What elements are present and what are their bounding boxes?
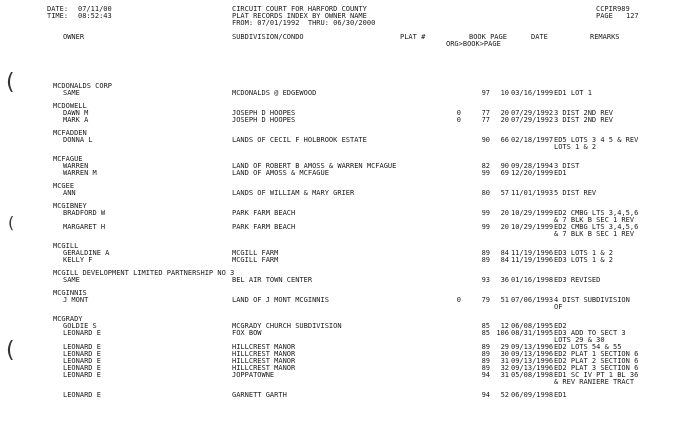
column-header-subdivision: SUBDIVISION/CONDO bbox=[232, 33, 304, 41]
subdivision-name: MCGILL FARM bbox=[232, 249, 279, 257]
remarks-text: ED2 PLAT 1 SECTION 6 bbox=[554, 350, 639, 358]
subdivision-name: HILLCREST MANOR bbox=[232, 350, 296, 358]
owner-name: WARREN M bbox=[63, 169, 97, 177]
remarks-text: 3 DIST bbox=[554, 162, 580, 170]
remarks-text: ED3 ADD TO SECT 3 bbox=[554, 329, 626, 337]
remarks-text: ED2 PLAT 2 SECTION 6 bbox=[554, 357, 639, 365]
book-number: 99 bbox=[481, 223, 490, 231]
remarks-text: 4 DIST SUBDIVISION bbox=[554, 296, 630, 304]
page-number-cell: 32 bbox=[500, 364, 509, 372]
owner-group-name: MCFAGUE bbox=[53, 155, 83, 163]
owner-group-name: MCDONALDS CORP bbox=[53, 82, 113, 90]
page-number-cell: 69 bbox=[500, 169, 509, 177]
column-header-owner: OWNER bbox=[63, 33, 85, 41]
subdivision-name: LAND OF J MONT MCGINNIS bbox=[232, 296, 329, 304]
owner-name: LEONARD E bbox=[63, 364, 101, 372]
remarks-text: & REV RANIERE TRACT bbox=[554, 378, 635, 386]
remarks-text: ED1 bbox=[554, 169, 567, 177]
remarks-text: ED3 REVISED bbox=[554, 276, 601, 284]
owner-name: KELLY F bbox=[63, 256, 93, 264]
remarks-text: LOTS 29 & 30 bbox=[554, 336, 605, 344]
owner-group-name: MCGINNIS bbox=[53, 289, 87, 297]
subdivision-name: MCDONALDS @ EDGEWOOD bbox=[232, 89, 317, 97]
report-title: CIRCUIT COURT FOR HARFORD COUNTY bbox=[232, 5, 367, 13]
record-date: 05/08/1998 bbox=[511, 371, 554, 379]
punch-hole-mark-middle: ( bbox=[8, 213, 15, 232]
record-date: 11/19/1996 bbox=[511, 256, 554, 264]
page-number-cell: 20 bbox=[500, 116, 509, 124]
page-number-cell: 12 bbox=[500, 322, 509, 330]
remarks-text: ED3 LOTS 1 & 2 bbox=[554, 249, 614, 257]
record-date: 12/20/1999 bbox=[511, 169, 554, 177]
record-date: 09/28/1994 bbox=[511, 162, 554, 170]
page-number-cell: 10 bbox=[500, 89, 509, 97]
owner-group-name: MCGILL bbox=[53, 242, 79, 250]
record-date: 11/01/1993 bbox=[511, 189, 554, 197]
remarks-text: 5 DIST REV bbox=[554, 189, 597, 197]
page-number: 127 bbox=[626, 12, 639, 20]
owner-name: MARK A bbox=[63, 116, 89, 124]
remarks-text: ED1 LOT 1 bbox=[554, 89, 592, 97]
owner-name: ANN bbox=[63, 189, 76, 197]
owner-name: GOLDIE S bbox=[63, 322, 97, 330]
owner-name: SAME bbox=[63, 89, 80, 97]
book-number: 97 bbox=[481, 89, 490, 97]
owner-group-name: MCGILL DEVELOPMENT LIMITED PARTNERSHIP NO 3 bbox=[53, 269, 235, 277]
record-date: 06/08/1995 bbox=[511, 322, 554, 330]
owner-group-name: MCGRADY bbox=[53, 315, 83, 323]
owner-name: LEONARD E bbox=[63, 343, 101, 351]
page-number-cell: 106 bbox=[496, 329, 509, 337]
record-date: 09/13/1996 bbox=[511, 364, 554, 372]
column-header-remarks: REMARKS bbox=[590, 33, 620, 41]
book-number: 80 bbox=[481, 189, 490, 197]
book-number: 82 bbox=[481, 162, 490, 170]
record-date: 03/16/1999 bbox=[511, 89, 554, 97]
owner-name: LEONARD E bbox=[63, 371, 101, 379]
remarks-text: ED1 SC IV PT 1 BL 36 bbox=[554, 371, 639, 379]
remarks-text: 3 DIST 2ND REV bbox=[554, 116, 614, 124]
book-number: 85 bbox=[481, 322, 490, 330]
page-number-cell: 84 bbox=[500, 249, 509, 257]
record-date: 01/16/1998 bbox=[511, 276, 554, 284]
book-number: 94 bbox=[481, 371, 490, 379]
remarks-text: ED5 LOTS 3 4 5 & REV bbox=[554, 136, 639, 144]
page-number-cell: 20 bbox=[500, 109, 509, 117]
subdivision-name: LANDS OF CECIL F HOLBROOK ESTATE bbox=[232, 136, 367, 144]
owner-name: DAWN M bbox=[63, 109, 89, 117]
book-number: 89 bbox=[481, 256, 490, 264]
owner-name: LEONARD E bbox=[63, 357, 101, 365]
book-number: 77 bbox=[481, 116, 490, 124]
date-label: DATE: bbox=[47, 5, 69, 13]
owner-name: WARREN bbox=[63, 162, 89, 170]
subdivision-name: LANDS OF WILLIAM & MARY GRIER bbox=[232, 189, 355, 197]
remarks-text: & 7 BLK B SEC 1 REV bbox=[554, 230, 635, 238]
column-header-plat: PLAT # bbox=[400, 33, 426, 41]
record-date: 09/13/1996 bbox=[511, 357, 554, 365]
book-number: 89 bbox=[481, 249, 490, 257]
record-date: 10/29/1999 bbox=[511, 209, 554, 217]
book-number: 89 bbox=[481, 364, 490, 372]
subdivision-name: PARK FARM BEACH bbox=[232, 223, 296, 231]
report-id: CCPIR989 bbox=[596, 5, 630, 13]
record-date: 07/06/1993 bbox=[511, 296, 554, 304]
subdivision-name: JOSEPH D HOOPES bbox=[232, 109, 296, 117]
record-date: 11/19/1996 bbox=[511, 249, 554, 257]
book-number: 77 bbox=[481, 109, 490, 117]
owner-name: SAME bbox=[63, 276, 80, 284]
owner-name: LEONARD E bbox=[63, 391, 101, 399]
page-number-cell: 29 bbox=[500, 343, 509, 351]
remarks-text: OF bbox=[554, 303, 563, 311]
remarks-text: LOTS 1 & 2 bbox=[554, 143, 597, 151]
remarks-text: ED2 LOTS 54 & 55 bbox=[554, 343, 622, 351]
column-header-date: DATE bbox=[531, 33, 548, 41]
record-date: 08/31/1995 bbox=[511, 329, 554, 337]
subdivision-name: JOPPATOWNE bbox=[232, 371, 275, 379]
remarks-text: ED3 LOTS 1 & 2 bbox=[554, 256, 614, 264]
page-number-cell: 31 bbox=[500, 371, 509, 379]
page-number-cell: 31 bbox=[500, 357, 509, 365]
owner-group-name: MCDOWELL bbox=[53, 102, 87, 110]
page-number-cell: 57 bbox=[500, 189, 509, 197]
subdivision-name: MCGRADY CHURCH SUBDIVISION bbox=[232, 322, 342, 330]
owner-name: LEONARD E bbox=[63, 329, 101, 337]
book-number: 99 bbox=[481, 169, 490, 177]
book-number: 89 bbox=[481, 357, 490, 365]
owner-name: J MONT bbox=[63, 296, 89, 304]
book-number: 89 bbox=[481, 343, 490, 351]
page-number-cell: 90 bbox=[500, 162, 509, 170]
record-date: 09/13/1996 bbox=[511, 343, 554, 351]
owner-name: LEONARD E bbox=[63, 350, 101, 358]
subdivision-name: JOSEPH D HOOPES bbox=[232, 116, 296, 124]
record-date: 02/18/1997 bbox=[511, 136, 554, 144]
book-number: 93 bbox=[481, 276, 490, 284]
column-header-org-book-page: ORG>BOOK>PAGE bbox=[446, 40, 501, 48]
subdivision-name: GARNETT GARTH bbox=[232, 391, 287, 399]
page-number-cell: 20 bbox=[500, 223, 509, 231]
page-number-cell: 36 bbox=[500, 276, 509, 284]
page-number-cell: 84 bbox=[500, 256, 509, 264]
page-number-cell: 52 bbox=[500, 391, 509, 399]
remarks-text: 3 DIST 2ND REV bbox=[554, 109, 614, 117]
report-date-range: FROM: 07/01/1992 THRU: 06/30/2000 bbox=[232, 19, 376, 27]
book-number: 89 bbox=[481, 350, 490, 358]
book-number: 99 bbox=[481, 209, 490, 217]
remarks-text: ED2 bbox=[554, 322, 567, 330]
subdivision-name: HILLCREST MANOR bbox=[232, 364, 296, 372]
remarks-text: & 7 BLK B SEC 1 REV bbox=[554, 216, 635, 224]
page-number-cell: 20 bbox=[500, 209, 509, 217]
org-flag: 0 bbox=[456, 116, 461, 124]
record-date: 09/13/1996 bbox=[511, 350, 554, 358]
owner-name: GERALDINE A bbox=[63, 249, 110, 257]
subdivision-name: LAND OF AMOSS & MCFAGUE bbox=[232, 169, 329, 177]
owner-group-name: MCGEE bbox=[53, 182, 75, 190]
subdivision-name: BEL AIR TOWN CENTER bbox=[232, 276, 313, 284]
column-header-book-page: BOOK PAGE bbox=[469, 33, 507, 41]
subdivision-name: LAND OF ROBERT B AMOSS & WARREN MCFAGUE bbox=[232, 162, 397, 170]
record-date: 06/09/1998 bbox=[511, 391, 554, 399]
owner-name: MARGARET H bbox=[63, 223, 106, 231]
subdivision-name: HILLCREST MANOR bbox=[232, 357, 296, 365]
subdivision-name: FOX BOW bbox=[232, 329, 262, 337]
book-number: 85 bbox=[481, 329, 490, 337]
org-flag: 0 bbox=[456, 109, 461, 117]
owner-group-name: MCGIBNEY bbox=[53, 202, 87, 210]
report-date: 07/11/00 bbox=[78, 5, 112, 13]
remarks-text: ED2 CMBG LTS 3,4,5,6 bbox=[554, 209, 639, 217]
remarks-text: ED2 PLAT 3 SECTION 6 bbox=[554, 364, 639, 372]
subdivision-name: HILLCREST MANOR bbox=[232, 343, 296, 351]
page-number-cell: 30 bbox=[500, 350, 509, 358]
page-number-cell: 51 bbox=[500, 296, 509, 304]
record-date: 10/29/1999 bbox=[511, 223, 554, 231]
record-date: 07/29/1992 bbox=[511, 116, 554, 124]
org-flag: 0 bbox=[456, 296, 461, 304]
book-number: 94 bbox=[481, 391, 490, 399]
owner-group-name: MCFADDEN bbox=[53, 129, 87, 137]
page-number-cell: 66 bbox=[500, 136, 509, 144]
time-label: TIME: bbox=[47, 12, 69, 20]
record-date: 07/29/1992 bbox=[511, 109, 554, 117]
report-subtitle: PLAT RECORDS INDEX BY OWNER NAME bbox=[232, 12, 367, 20]
owner-name: DONNA L bbox=[63, 136, 93, 144]
book-number: 79 bbox=[481, 296, 490, 304]
owner-name: BRADFORD W bbox=[63, 209, 106, 217]
report-time: 08:52:43 bbox=[78, 12, 112, 20]
book-number: 90 bbox=[481, 136, 490, 144]
punch-hole-mark-bottom: ( bbox=[6, 338, 15, 363]
remarks-text: ED2 CMBG LTS 3,4,5,6 bbox=[554, 223, 639, 231]
remarks-text: ED1 bbox=[554, 391, 567, 399]
punch-hole-mark-top: ( bbox=[6, 70, 15, 95]
subdivision-name: PARK FARM BEACH bbox=[232, 209, 296, 217]
subdivision-name: MCGILL FARM bbox=[232, 256, 279, 264]
page-label: PAGE bbox=[596, 12, 613, 20]
